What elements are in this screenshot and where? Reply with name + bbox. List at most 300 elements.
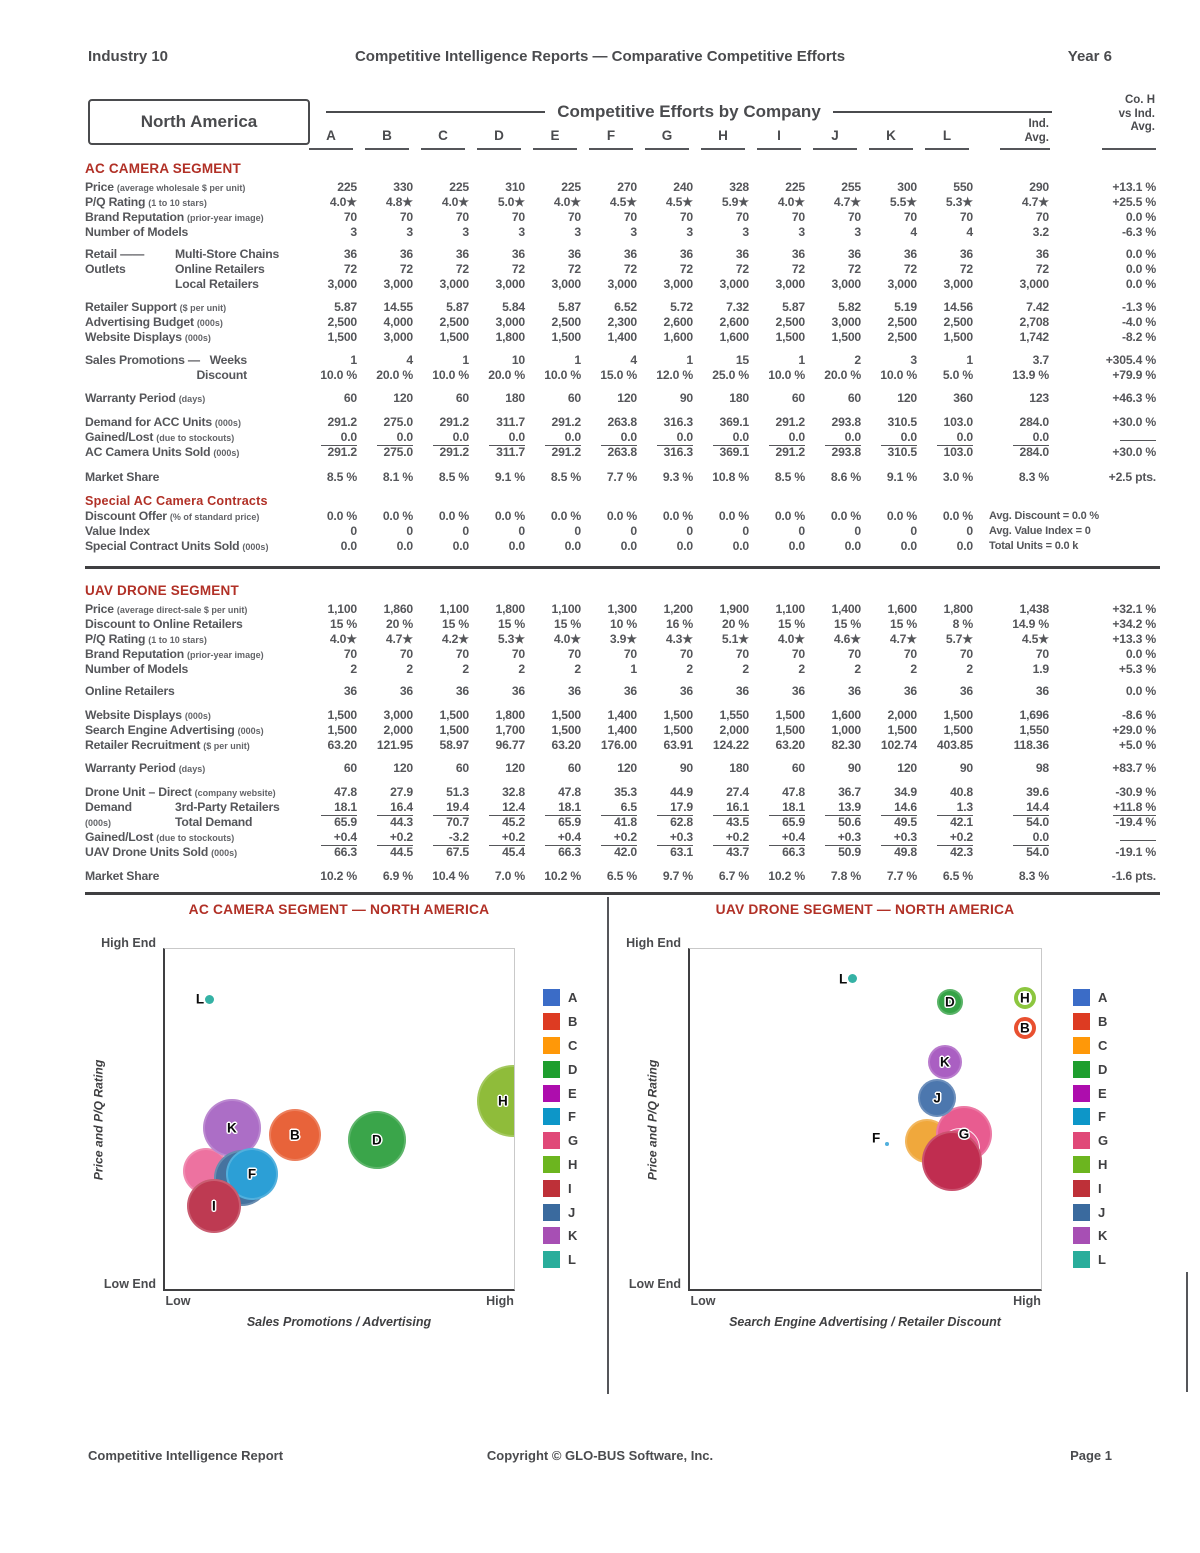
value-cell — [527, 391, 583, 406]
legend-label: A — [568, 990, 578, 1006]
value-text: 0.0 — [956, 539, 973, 553]
vs-ind-avg-cell — [1052, 195, 1157, 210]
bubble-L-dot — [848, 974, 857, 983]
value-text: 5.0★ — [497, 195, 525, 209]
value-text: 3,000 — [383, 277, 413, 291]
vs-ind-avg-cell — [1052, 368, 1157, 383]
vs-ind-avg-cell — [1052, 210, 1157, 225]
value-cell — [583, 277, 639, 292]
vs-text: -8.6 % — [1121, 708, 1156, 722]
value-text: 2 — [350, 662, 357, 676]
value-cell — [415, 708, 471, 723]
value-text: 3,000 — [663, 277, 693, 291]
value-text: 369.1 — [719, 415, 749, 429]
value-text: 1,600 — [719, 330, 749, 344]
value-cell — [639, 738, 695, 753]
value-text: 291.2 — [439, 415, 469, 429]
table-row — [85, 602, 1160, 617]
value-cell — [639, 800, 695, 815]
value-text: +0.2 — [713, 830, 749, 846]
value-cell — [471, 225, 527, 240]
value-cell — [303, 738, 359, 753]
value-cell — [471, 195, 527, 210]
value-text: 1,500 — [775, 708, 805, 722]
value-text: 42.3 — [950, 845, 973, 859]
note-cell: Total Units = 0.0 k — [989, 540, 1079, 552]
vs-ind-avg-cell — [1052, 225, 1157, 240]
ind-avg-text: 70 — [1035, 647, 1049, 661]
value-cell — [695, 647, 751, 662]
value-cell — [527, 445, 583, 460]
value-text: 8.6 % — [830, 470, 861, 484]
row-label — [85, 684, 303, 699]
vs-text: +13.3 % — [1112, 632, 1156, 646]
value-cell — [415, 195, 471, 210]
value-text: +0.2 — [377, 830, 413, 846]
value-text: 263.8 — [607, 445, 637, 459]
value-text: 63.20 — [327, 738, 357, 752]
value-text: 1 — [462, 353, 469, 367]
value-cell — [415, 617, 471, 632]
value-text: 121.95 — [376, 738, 413, 752]
column-letter: H — [718, 128, 728, 143]
value-cell — [303, 815, 359, 830]
bubble-label-F: F — [871, 1130, 881, 1146]
value-text: 4.6★ — [833, 632, 861, 646]
value-text: 10.4 % — [432, 869, 469, 883]
value-cell — [695, 277, 751, 292]
value-text: +0.3 — [657, 830, 693, 846]
vs-ind-avg-cell — [1052, 617, 1157, 632]
value-text: 44.3 — [390, 815, 413, 829]
value-text: 1,800 — [495, 708, 525, 722]
value-text: 70 — [399, 647, 413, 661]
value-cell — [751, 684, 807, 699]
row-label-sub: (days) — [178, 764, 206, 774]
bubble-label-L: L — [195, 991, 205, 1007]
value-text: 4.8★ — [385, 195, 413, 209]
vs-ind-avg-cell — [1052, 723, 1157, 738]
value-cell — [863, 708, 919, 723]
value-cell — [639, 247, 695, 262]
value-text: 291.2 — [439, 445, 469, 459]
legend-item — [543, 1105, 578, 1129]
row-label-main: Price — [85, 602, 114, 616]
table-row — [85, 277, 1160, 292]
value-cell — [919, 470, 975, 485]
legend-item — [543, 1176, 578, 1200]
value-cell — [863, 602, 919, 617]
value-cell — [359, 180, 415, 195]
value-text: 1,800 — [495, 330, 525, 344]
x-axis-label: Sales Promotions / Advertising — [246, 1315, 432, 1329]
value-cell — [919, 315, 975, 330]
value-cell — [527, 738, 583, 753]
ind-avg-cell — [975, 785, 1052, 800]
row-label-part2: Online Retailers — [175, 262, 265, 276]
value-cell — [863, 723, 919, 738]
value-text: 0.0 — [844, 539, 861, 553]
row-label-sub: (% of standard price) — [169, 512, 260, 522]
legend-label: G — [568, 1133, 579, 1149]
value-text: 0.0 % — [550, 509, 581, 523]
value-cell — [303, 430, 359, 445]
value-cell — [359, 262, 415, 277]
row-label-sub: (000s) — [214, 418, 241, 428]
value-text: 5.9★ — [721, 195, 749, 209]
value-text: 2 — [406, 662, 413, 676]
value-text: 120 — [505, 761, 525, 775]
value-text: 180 — [505, 391, 525, 405]
legend-label: E — [1098, 1085, 1107, 1101]
value-text: 2,600 — [663, 315, 693, 329]
value-text: 310.5 — [887, 415, 917, 429]
value-cell — [807, 539, 863, 554]
ind-avg-text: 1,550 — [1019, 723, 1049, 737]
value-text: 10.2 % — [768, 869, 805, 883]
value-text: 36 — [455, 247, 469, 261]
value-cell — [863, 617, 919, 632]
value-cell — [415, 602, 471, 617]
value-cell — [751, 539, 807, 554]
value-cell — [415, 445, 471, 460]
value-cell — [695, 262, 751, 277]
row-label-main: Discount Offer — [85, 509, 167, 523]
legend — [543, 986, 578, 1272]
row-label-sub: ($ per unit) — [179, 303, 227, 313]
bubble-label-J: J — [933, 1090, 941, 1106]
value-text: 47.8 — [558, 785, 581, 799]
value-cell — [303, 869, 359, 884]
value-text: 3 — [910, 353, 917, 367]
table-row — [85, 391, 1160, 406]
value-cell — [639, 509, 695, 524]
legend-item — [1073, 986, 1108, 1010]
value-cell — [863, 738, 919, 753]
value-cell — [695, 225, 751, 240]
value-cell — [863, 684, 919, 699]
value-text: 240 — [673, 180, 693, 194]
value-text: 0.0 — [508, 539, 525, 553]
value-cell — [863, 195, 919, 210]
value-cell — [695, 800, 751, 815]
value-text: 0.0 — [657, 430, 693, 446]
value-cell — [751, 225, 807, 240]
value-text: 3 — [406, 225, 413, 239]
value-cell — [807, 632, 863, 647]
vs-ind-avg-cell — [1052, 262, 1157, 277]
y-axis-bottom-label: Low End — [103, 1277, 156, 1291]
co-h-vs-ind-avg-column-header — [1052, 94, 1155, 135]
row-label — [85, 602, 303, 617]
legend-item — [1073, 1153, 1108, 1177]
column-letter: I — [777, 128, 781, 143]
vs-text: -8.2 % — [1121, 330, 1156, 344]
value-cell — [415, 470, 471, 485]
value-text: 120 — [617, 391, 637, 405]
value-cell — [415, 391, 471, 406]
value-text: 263.8 — [607, 415, 637, 429]
value-cell — [863, 277, 919, 292]
ind-avg-cell — [975, 415, 1052, 430]
ind-avg-cell — [975, 180, 1052, 195]
column-underline — [533, 148, 577, 150]
row-label-main: P/Q Rating — [85, 632, 146, 646]
legend-item — [543, 1057, 578, 1081]
value-text: 0 — [686, 524, 693, 538]
ind-avg-text: 39.6 — [1026, 785, 1049, 799]
row-label-main: AC Camera Units Sold — [85, 445, 211, 459]
value-cell — [863, 180, 919, 195]
value-cell — [751, 210, 807, 225]
value-cell — [527, 785, 583, 800]
value-text: 36 — [847, 247, 861, 261]
value-cell — [471, 391, 527, 406]
vs-text: 0.0 % — [1125, 262, 1156, 276]
value-text: 403.85 — [936, 738, 973, 752]
value-cell — [303, 617, 359, 632]
value-text: 1,500 — [439, 330, 469, 344]
value-text: 0.0 % — [718, 509, 749, 523]
row-label — [85, 800, 303, 815]
value-cell — [583, 300, 639, 315]
value-text: 43.7 — [726, 845, 749, 859]
value-text: 225 — [785, 180, 805, 194]
value-text: 36 — [903, 684, 917, 698]
value-cell — [807, 225, 863, 240]
bubble-I — [922, 1131, 982, 1191]
column-underline — [309, 148, 353, 150]
value-cell — [471, 445, 527, 460]
value-cell — [863, 430, 919, 445]
vs-ind-avg-cell — [1052, 315, 1157, 330]
row-label-main: Retail —— — [85, 247, 145, 261]
row-label — [85, 368, 303, 383]
value-text: 25.0 % — [712, 368, 749, 382]
value-text: 0 — [630, 524, 637, 538]
value-text: 4.0★ — [553, 632, 581, 646]
value-cell — [471, 723, 527, 738]
value-cell — [863, 761, 919, 776]
legend-item — [543, 1129, 578, 1153]
value-text: 45.4 — [502, 845, 525, 859]
value-cell — [471, 470, 527, 485]
value-cell — [807, 353, 863, 368]
value-text: 316.3 — [663, 445, 693, 459]
value-text: 36 — [623, 247, 637, 261]
footer-page-number: Page 1 — [1070, 1448, 1112, 1463]
value-cell — [863, 210, 919, 225]
ind-avg-cell — [975, 647, 1052, 662]
value-cell — [303, 391, 359, 406]
value-text: 4.7★ — [833, 195, 861, 209]
ind-avg-text: 14.9 % — [1012, 617, 1049, 631]
value-cell — [695, 845, 751, 860]
value-cell — [639, 830, 695, 845]
row-label-sub: (000s) — [242, 542, 269, 552]
value-text: 70 — [343, 647, 357, 661]
value-text: 36 — [511, 247, 525, 261]
ind-avg-line2: Avg. — [1024, 131, 1049, 144]
chart-title: AC CAMERA SEGMENT — NORTH AMERICA — [188, 902, 490, 917]
value-cell — [807, 445, 863, 460]
value-text: 1,500 — [943, 708, 973, 722]
value-cell — [527, 617, 583, 632]
legend-item — [543, 986, 578, 1010]
value-cell — [863, 509, 919, 524]
ind-avg-text: 0.0 — [1013, 830, 1049, 846]
value-cell — [751, 330, 807, 345]
legend-label: H — [1098, 1156, 1108, 1172]
value-text: 3 — [742, 225, 749, 239]
value-text: 2 — [574, 662, 581, 676]
value-cell — [471, 845, 527, 860]
value-text: 1,600 — [887, 602, 917, 616]
value-text: 0 — [406, 524, 413, 538]
value-cell — [471, 617, 527, 632]
value-text: 10.8 % — [712, 470, 749, 484]
value-cell — [919, 210, 975, 225]
table-row — [85, 869, 1160, 884]
value-text: 0 — [574, 524, 581, 538]
value-text: 124.22 — [712, 738, 749, 752]
ind-avg-cell — [975, 210, 1052, 225]
value-text: 27.9 — [390, 785, 413, 799]
value-cell — [471, 300, 527, 315]
value-text: 6.5 — [601, 800, 637, 816]
value-text: 0.0 — [937, 430, 973, 446]
value-text: 9.3 % — [662, 470, 693, 484]
value-cell — [863, 315, 919, 330]
value-text: 72 — [959, 262, 973, 276]
value-text: 369.1 — [719, 445, 749, 459]
value-text: 15.0 % — [600, 368, 637, 382]
value-cell — [359, 632, 415, 647]
row-label — [85, 662, 303, 677]
table-row — [85, 180, 1160, 195]
value-text: 3,000 — [383, 708, 413, 722]
ind-avg-text: 1,696 — [1019, 708, 1049, 722]
legend-swatch-B — [543, 1013, 560, 1030]
table-row — [85, 195, 1160, 210]
value-cell — [919, 632, 975, 647]
value-cell — [751, 300, 807, 315]
value-text: 16.4 — [377, 800, 413, 816]
region-box — [88, 99, 310, 145]
value-cell — [695, 830, 751, 845]
bubble-label-K: K — [940, 1054, 950, 1070]
row-label — [85, 210, 303, 225]
value-cell — [583, 539, 639, 554]
column-underline — [757, 148, 801, 150]
value-cell — [919, 761, 975, 776]
value-text: 1 — [350, 353, 357, 367]
value-cell — [919, 430, 975, 445]
bubble-label-H: H — [498, 1093, 508, 1109]
value-cell — [471, 708, 527, 723]
value-text: 6.5 % — [606, 869, 637, 883]
value-cell — [303, 195, 359, 210]
y-axis-bottom-label: Low End — [628, 1277, 681, 1291]
ind-avg-text: 36 — [1035, 684, 1049, 698]
value-text: 1 — [966, 353, 973, 367]
value-cell — [359, 684, 415, 699]
value-cell — [751, 662, 807, 677]
value-cell — [359, 830, 415, 845]
value-text: 2,500 — [943, 315, 973, 329]
value-cell — [807, 830, 863, 845]
value-cell — [919, 391, 975, 406]
value-text: 4.7★ — [889, 632, 917, 646]
ind-avg-cell — [975, 225, 1052, 240]
value-cell — [807, 391, 863, 406]
value-cell — [807, 262, 863, 277]
value-text: 34.9 — [894, 785, 917, 799]
value-text: 18.1 — [545, 800, 581, 816]
value-text: 4.3★ — [665, 632, 693, 646]
value-text: 180 — [729, 761, 749, 775]
value-cell — [639, 647, 695, 662]
value-text: 60 — [343, 761, 357, 775]
plot-area — [163, 948, 515, 1291]
value-text: 1,500 — [943, 330, 973, 344]
value-cell — [807, 195, 863, 210]
row-label-main: Retailer Recruitment — [85, 738, 201, 752]
row-label-part2: Local Retailers — [175, 277, 259, 291]
value-text: 65.9 — [334, 815, 357, 829]
value-cell — [807, 684, 863, 699]
value-text: 2 — [798, 662, 805, 676]
value-text: 3,000 — [495, 277, 525, 291]
row-label-main: Website Displays — [85, 708, 182, 722]
value-text: 14.55 — [383, 300, 413, 314]
value-text: 90 — [679, 391, 693, 405]
value-text: 1,000 — [831, 723, 861, 737]
row-label-main: Online Retailers — [85, 684, 175, 698]
value-cell — [303, 210, 359, 225]
column-letter: K — [886, 128, 896, 143]
value-cell — [471, 368, 527, 383]
row-label-sub: (000s) — [196, 318, 223, 328]
value-text: 1,500 — [943, 723, 973, 737]
co-h-line1: Co. H — [1124, 94, 1155, 106]
value-cell — [415, 662, 471, 677]
value-text: 1 — [630, 662, 637, 676]
value-text: 35.3 — [614, 785, 637, 799]
value-cell — [303, 277, 359, 292]
value-text: 1,300 — [607, 602, 637, 616]
value-text: 70 — [903, 647, 917, 661]
value-text: 72 — [399, 262, 413, 276]
value-cell — [583, 210, 639, 225]
value-cell — [807, 647, 863, 662]
value-text: 3,000 — [887, 277, 917, 291]
value-cell — [695, 210, 751, 225]
value-cell — [751, 247, 807, 262]
value-text: 20 % — [722, 617, 749, 631]
value-text: 0.0 — [900, 539, 917, 553]
y-axis-label: Price and P/Q Rating — [91, 1059, 105, 1180]
value-text: 1,500 — [551, 330, 581, 344]
value-cell — [415, 415, 471, 430]
value-cell — [919, 647, 975, 662]
value-cell — [695, 470, 751, 485]
row-label — [85, 262, 303, 277]
legend-swatch-J — [543, 1204, 560, 1221]
value-cell — [303, 315, 359, 330]
legend-label: C — [1098, 1037, 1108, 1053]
value-text: 72 — [903, 262, 917, 276]
